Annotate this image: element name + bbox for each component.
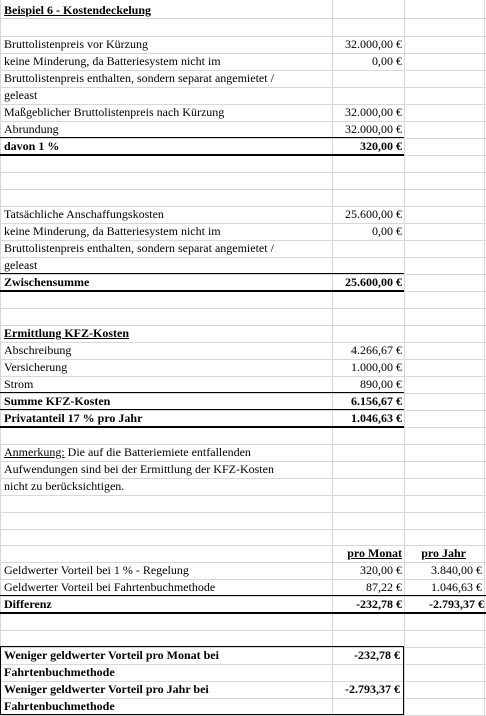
summary-year-line-1: Weniger geldwerter Vorteil pro Jahr bei (4, 682, 209, 696)
summary-month-line-2: Fahrtenbuchmethode (4, 665, 115, 679)
summe-kfz-value: 6.156,67 € (351, 394, 402, 408)
abrundung-label: Abrundung (4, 122, 59, 136)
summary-box-right (403, 646, 404, 714)
vorteil-1-prozent-month: 320,00 € (360, 563, 402, 577)
sheet-title: Beispiel 6 - Kostendeckelung (4, 3, 152, 17)
vorteil-fahrtenbuch-month: 87,22 € (366, 580, 402, 594)
differenz-label: Differenz (4, 597, 52, 611)
double-underline (0, 426, 404, 428)
zwischensumme-value: 25.600,00 € (345, 275, 402, 289)
header-pro-jahr: pro Jahr (421, 546, 466, 560)
zwischensumme-label: Zwischensumme (4, 275, 90, 289)
grid-line (0, 376, 486, 377)
anschaffung-label: Tatsächliche Anschaffungskosten (4, 207, 164, 221)
note-text: Die auf die Batteriemiete entfallenden (64, 445, 251, 459)
minderung-line-3: geleast (4, 88, 38, 102)
note-label: Anmerkung: (4, 445, 65, 459)
brutto-value: 32.000,00 € (345, 37, 402, 51)
summe-kfz-label: Summe KFZ-Kosten (4, 394, 111, 408)
kfz-heading: Ermittlung KFZ-Kosten (4, 326, 129, 340)
grid-line (0, 342, 486, 343)
grid-line (0, 189, 486, 190)
note-line-1 (4, 444, 251, 461)
massgeblich-label: Maßgeblicher Bruttolistenpreis nach Kürzung (4, 105, 225, 119)
davon-label: davon 1 % (4, 139, 60, 153)
privatanteil-label: Privatanteil 17 % pro Jahr (4, 411, 143, 425)
minderung-line-2: Bruttolistenpreis enthalten, sondern separat angemietet / (4, 71, 274, 85)
summary-month-value: -232,78 € (354, 648, 400, 662)
davon-value: 320,00 € (360, 139, 402, 153)
vorteil-fahrtenbuch-label: Geldwerter Vorteil bei Fahrtenbuchmethode (4, 580, 216, 594)
abschreibung-label: Abschreibung (4, 343, 72, 357)
summary-year-value: -2.793,37 € (345, 682, 400, 696)
minderung-value: 0,00 € (372, 54, 402, 68)
minderung2-line-3: geleast (4, 258, 38, 272)
abrundung-value: 32.000,00 € (345, 122, 402, 136)
grid-line (0, 630, 486, 631)
minderung2-value: 0,00 € (372, 224, 402, 238)
differenz-year: -2.793,37 € (429, 597, 484, 611)
vorteil-1-prozent-label: Geldwerter Vorteil bei 1 % - Regelung (4, 563, 189, 577)
double-underline (0, 290, 404, 292)
grid-line (484, 0, 485, 716)
strom-value: 890,00 € (360, 377, 402, 391)
note-line-2: Aufwendungen sind bei der Ermittlung der KFZ-Kosten (4, 462, 274, 476)
minderung-line-1: keine Minderung, da Batteriesystem nicht im (4, 54, 221, 68)
double-underline (0, 154, 404, 156)
versicherung-value: 1.000,00 € (351, 360, 402, 374)
massgeblich-value: 32.000,00 € (345, 105, 402, 119)
grid-line (0, 121, 486, 122)
differenz-month: -232,78 € (356, 597, 402, 611)
brutto-label: Bruttolistenpreis vor Kürzung (4, 37, 148, 51)
summary-box-left (0, 646, 1, 714)
minderung2-line-1: keine Minderung, da Batteriesystem nicht im (4, 224, 221, 238)
header-pro-monat: pro Monat (347, 546, 402, 560)
summary-month-line-1: Weniger geldwerter Vorteil pro Monat bei (4, 648, 219, 662)
grid-line (0, 529, 486, 530)
privatanteil-value: 1.046,63 € (351, 411, 402, 425)
minderung2-line-2: Bruttolistenpreis enthalten, sondern separat angemietet / (4, 241, 274, 255)
grid-line (0, 512, 486, 513)
grid-line (0, 495, 486, 496)
summary-year-line-2: Fahrtenbuchmethode (4, 699, 115, 713)
grid-line (0, 138, 486, 139)
vorteil-1-prozent-year: 3.840,00 € (431, 563, 482, 577)
grid-line (0, 257, 486, 258)
grid-line (0, 0, 1, 716)
note-line-3: nicht zu berücksichtigen. (4, 479, 125, 493)
grid-line (0, 172, 486, 173)
vorteil-fahrtenbuch-year: 1.046,63 € (431, 580, 482, 594)
grid-line (0, 87, 486, 88)
strom-label: Strom (4, 377, 34, 391)
grid-line (0, 308, 486, 309)
double-underline (0, 612, 486, 614)
grid-line (0, 359, 486, 360)
anschaffung-value: 25.600,00 € (345, 207, 402, 221)
versicherung-label: Versicherung (4, 360, 68, 374)
abschreibung-value: 4.266,67 € (351, 343, 402, 357)
